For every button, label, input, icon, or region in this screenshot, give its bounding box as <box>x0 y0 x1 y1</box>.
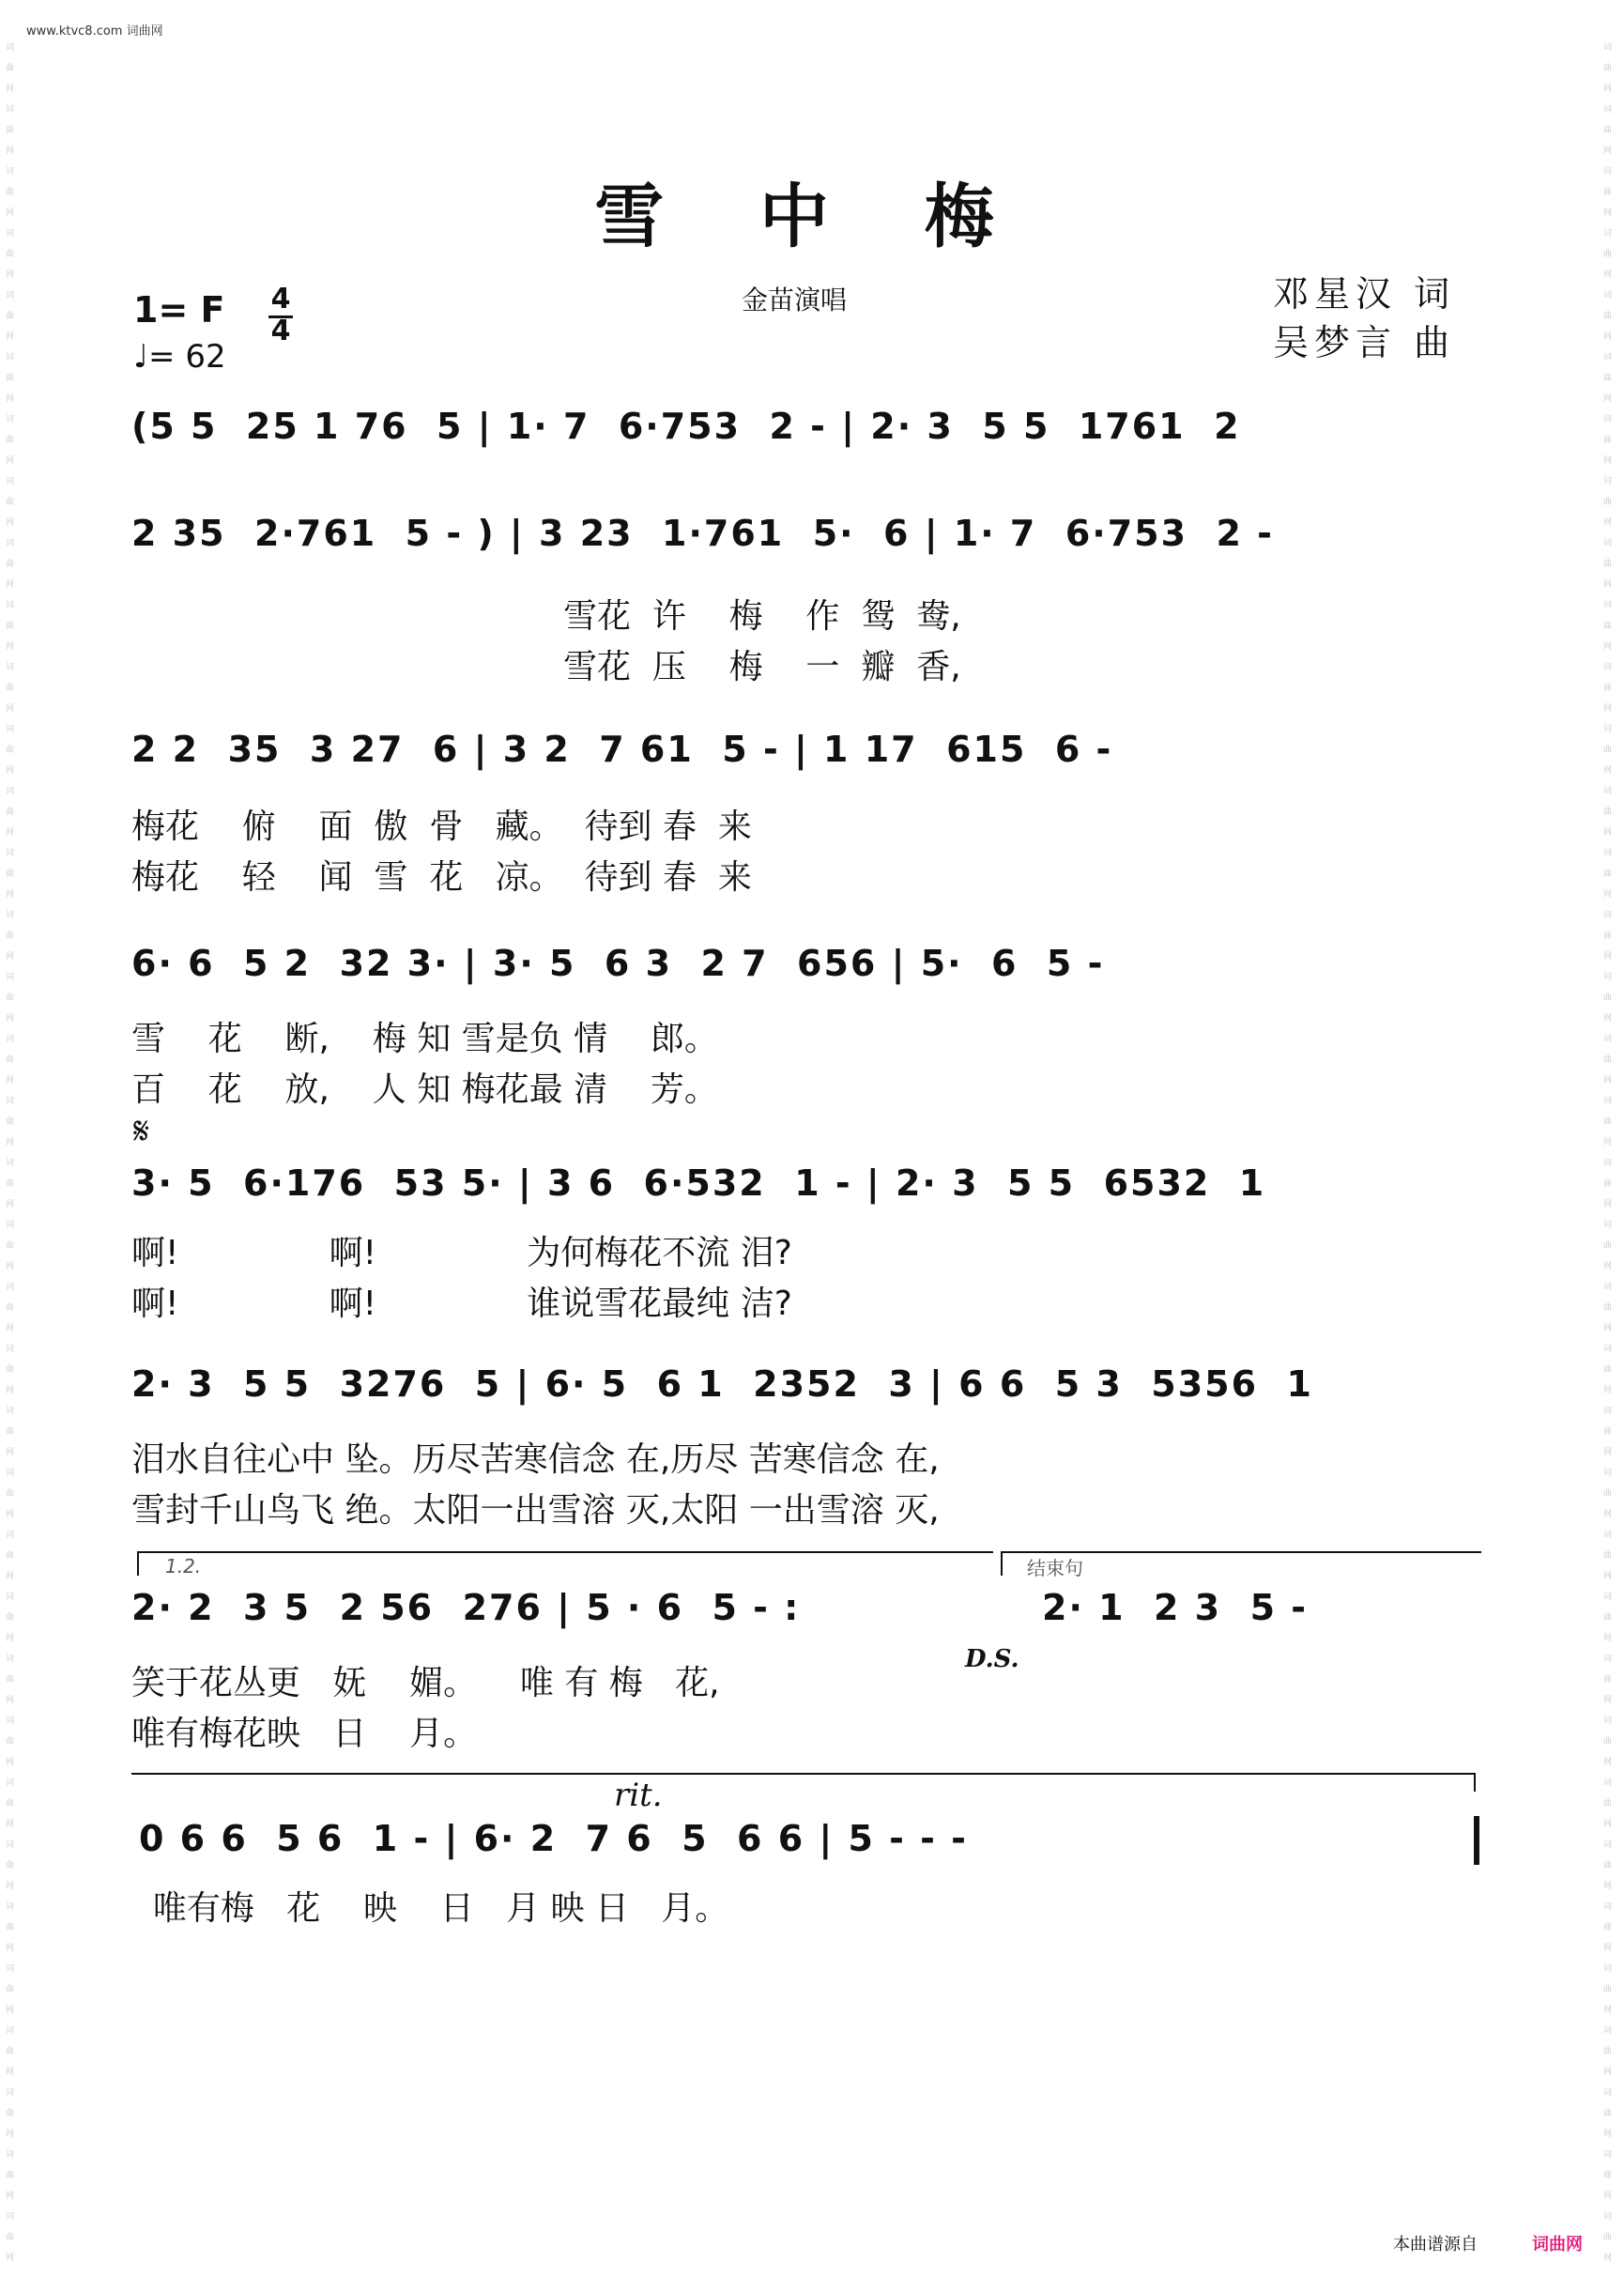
notation-line-3: 2 2 35 3 27 6 | 3 2 7 61 5 - | 1 17 615 6 - <box>131 729 1113 770</box>
watermark-left: 词 曲 网 词 曲 网 词 曲 网 词 曲 网 词 曲 网 词 曲 网 词 曲 网 词 曲 网 词 曲 网 词 曲 网 词 曲 网 词 曲 网 词 曲 网 词 曲 网 词 曲 网 词 曲 网 词 曲 网 词 曲 网 词 曲 网 词 曲 网 词 曲 网 词 曲 网 词 曲 网 词 曲 网 词 曲 网 词 曲 网 词 曲 网 词 曲 网 词 曲 网 词 曲 网 词 曲 网 词 曲 网 词 曲 网 词 曲 网 词 曲 网 词 曲 网 <box>6 43 15 2263</box>
lyric-line-5-verse-1: 啊! 啊! 为何梅花不流 泪? <box>131 1234 792 1272</box>
notation-line-2: 2 35 2·761 5 - ) | 3 23 1·761 5· 6 | 1· 7 6·753 2 - <box>131 513 1274 554</box>
lyric-line-6-verse-2: 雪封千山鸟飞 绝。太阳一出雪溶 灭,太阳 一出雪溶 灭, <box>131 1491 940 1530</box>
ending-label: 结束句 <box>1027 1557 1083 1579</box>
lyric-line-3-verse-1: 梅花 俯 面 傲 骨 藏。 待到 春 来 <box>131 808 752 846</box>
dal-segno-mark: D.S. <box>965 1645 1019 1673</box>
lyric-line-7-verse-2: 唯有梅花映 日 月。 <box>131 1715 478 1753</box>
notation-line-4: 6· 6 5 2 32 3· | 3· 5 6 3 2 7 656 | 5· 6 5 - <box>131 943 1105 984</box>
lyric-line-4-verse-2: 百 花 放, 人 知 梅花最 清 芳。 <box>131 1070 718 1109</box>
lyric-line-2-verse-2: 雪花 压 梅 一 瓣 香, <box>563 648 961 686</box>
lyric-line-3-verse-2: 梅花 轻 闻 雪 花 凉。 待到 春 来 <box>131 858 752 897</box>
key-signature: 1= F <box>133 289 225 331</box>
lyric-line-6-verse-1: 泪水自往心中 坠。历尽苦寒信念 在,历尽 苦寒信念 在, <box>131 1440 940 1479</box>
notation-line-6: 2· 3 5 5 3276 5 | 6· 5 6 1 2352 3 | 6 6 5 3 5356 1 <box>131 1363 1313 1405</box>
ritardando-mark: rit. <box>614 1777 663 1814</box>
footer-source: 本曲谱源自 <box>1393 2235 1478 2255</box>
notation-line-5: 3· 5 6·176 53 5· | 3 6 6·532 1 - | 2· 3 5 5 6532 1 <box>131 1162 1266 1204</box>
lyricist-credit: 邓星汉 词 <box>1273 273 1456 315</box>
volta-label: 1.2. <box>165 1555 202 1578</box>
time-signature-top: 4 <box>270 283 291 316</box>
composer-credit: 吴梦言 曲 <box>1273 322 1456 363</box>
notation-line-7-b: 2· 1 2 3 5 - <box>1042 1587 1309 1628</box>
singer-credit: 金苗演唱 <box>742 285 848 316</box>
notation-line-1: (5 5 25 1 76 5 | 1· 7 6·753 2 - | 2· 3 5 5 1761 2 <box>131 406 1241 447</box>
lyric-line-7-verse-1: 笑于花丛更 妩 媚。 唯 有 梅 花, <box>131 1664 720 1702</box>
notation-line-7-a: 2· 2 3 5 2 56 276 | 5 · 6 5 - : <box>131 1587 801 1628</box>
system-bracket <box>131 1773 1476 1792</box>
time-signature-bottom: 4 <box>270 315 291 347</box>
segno-sign: 𝄋 <box>133 1110 150 1153</box>
notation-line-8: 0 6 6 5 6 1 - | 6· 2 7 6 5 6 6 | 5 - - - <box>139 1818 968 1859</box>
lyric-line-8: 唯有梅 花 映 日 月 映 日 月。 <box>131 1889 729 1928</box>
lyric-line-2-verse-1: 雪花 许 梅 作 鸳 鸯, <box>563 597 961 636</box>
tempo-marking: ♩= 62 <box>133 338 226 376</box>
lyric-line-4-verse-1: 雪 花 断, 梅 知 雪是负 情 郎。 <box>131 1020 718 1058</box>
footer-brand[interactable]: 词曲网 <box>1532 2235 1583 2255</box>
lyric-line-5-verse-2: 啊! 啊! 谁说雪花最纯 洁? <box>131 1285 792 1323</box>
song-title: 雪 中 梅 <box>594 177 1030 257</box>
volta-bracket <box>137 1551 993 1576</box>
final-barline <box>1474 1816 1479 1865</box>
watermark-right: 词 曲 网 词 曲 网 词 曲 网 词 曲 网 词 曲 网 词 曲 网 词 曲 网 词 曲 网 词 曲 网 词 曲 网 词 曲 网 词 曲 网 词 曲 网 词 曲 网 词 曲 网 词 曲 网 词 曲 网 词 曲 网 词 曲 网 词 曲 网 词 曲 网 词 曲 网 词 曲 网 词 曲 网 词 曲 网 词 曲 网 词 曲 网 词 曲 网 词 曲 网 词 曲 网 词 曲 网 词 曲 网 词 曲 网 词 曲 网 词 曲 网 词 曲 网 <box>1603 43 1613 2263</box>
site-header[interactable]: www.ktvc8.com 词曲网 <box>26 24 163 38</box>
